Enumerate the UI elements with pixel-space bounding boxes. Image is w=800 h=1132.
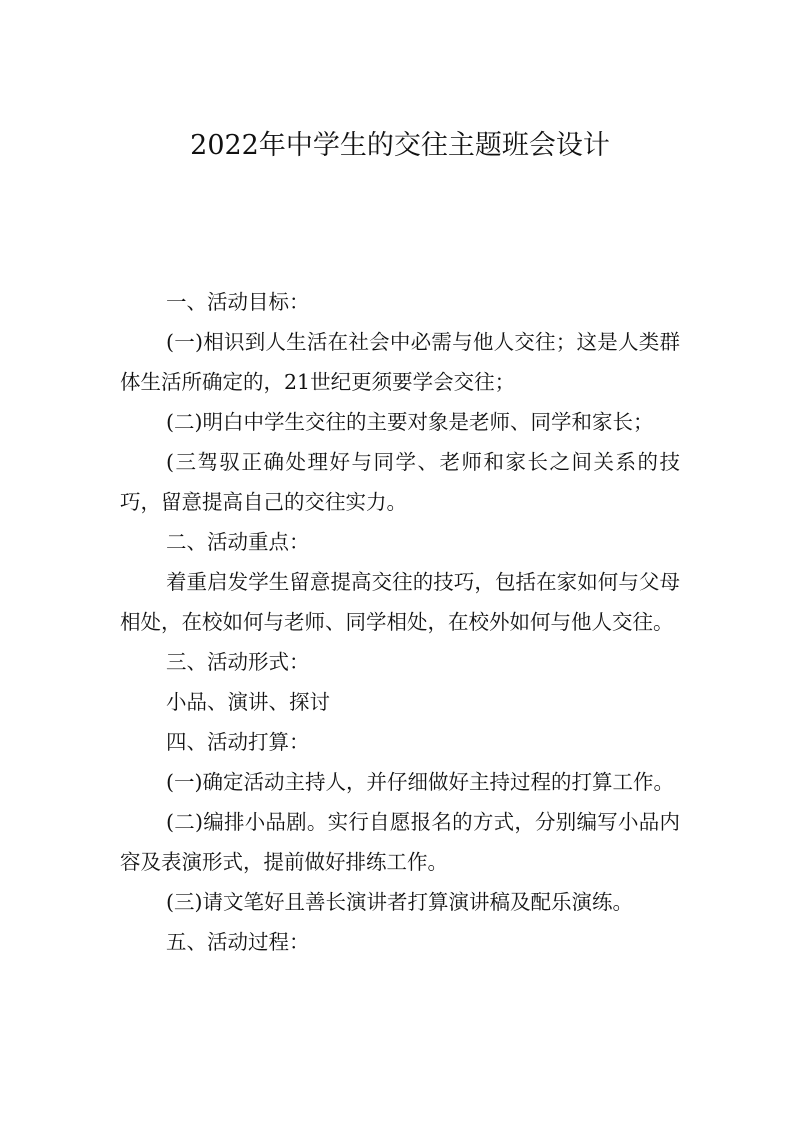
paragraph-format: 小品、演讲、探讨	[166, 690, 330, 714]
paragraph-preparation-1: (一)确定活动主持人，并仔细做好主持过程的打算工作。	[166, 770, 674, 794]
paragraph-preparation-3: (三)请文笔好且善长演讲者打算演讲稿及配乐演练。	[166, 890, 633, 914]
section-heading-process: 五、活动过程：	[166, 930, 310, 954]
section-heading-focus: 二、活动重点：	[166, 530, 310, 554]
paragraph-goal-1: (一)相识到人生活在社会中必需与他人交往；这是人类群体生活所确定的，21世纪更须要学会交往；	[120, 330, 680, 394]
section-heading-goals: 一、活动目标：	[166, 290, 310, 314]
document-title: 2022年中学生的交往主题班会设计	[190, 130, 610, 161]
paragraph-focus: 着重启发学生留意提高交往的技巧，包括在家如何与父母相处，在校如何与老师、同学相处，在校外如何与他人交往。	[120, 570, 680, 634]
section-heading-format: 三、活动形式：	[166, 650, 310, 674]
paragraph-goal-3: (三驾驭正确处理好与同学、老师和家长之间关系的技巧，留意提高自己的交往实力。	[120, 450, 680, 514]
section-heading-preparation: 四、活动打算：	[166, 730, 310, 754]
paragraph-preparation-2: (二)编排小品剧。实行自愿报名的方式，分别编写小品内容及表演形式，提前做好排练工作。	[120, 810, 680, 874]
document-body	[120, 282, 680, 962]
paragraph-goal-2: (二)明白中学生交往的主要对象是老师、同学和家长；	[166, 410, 654, 434]
